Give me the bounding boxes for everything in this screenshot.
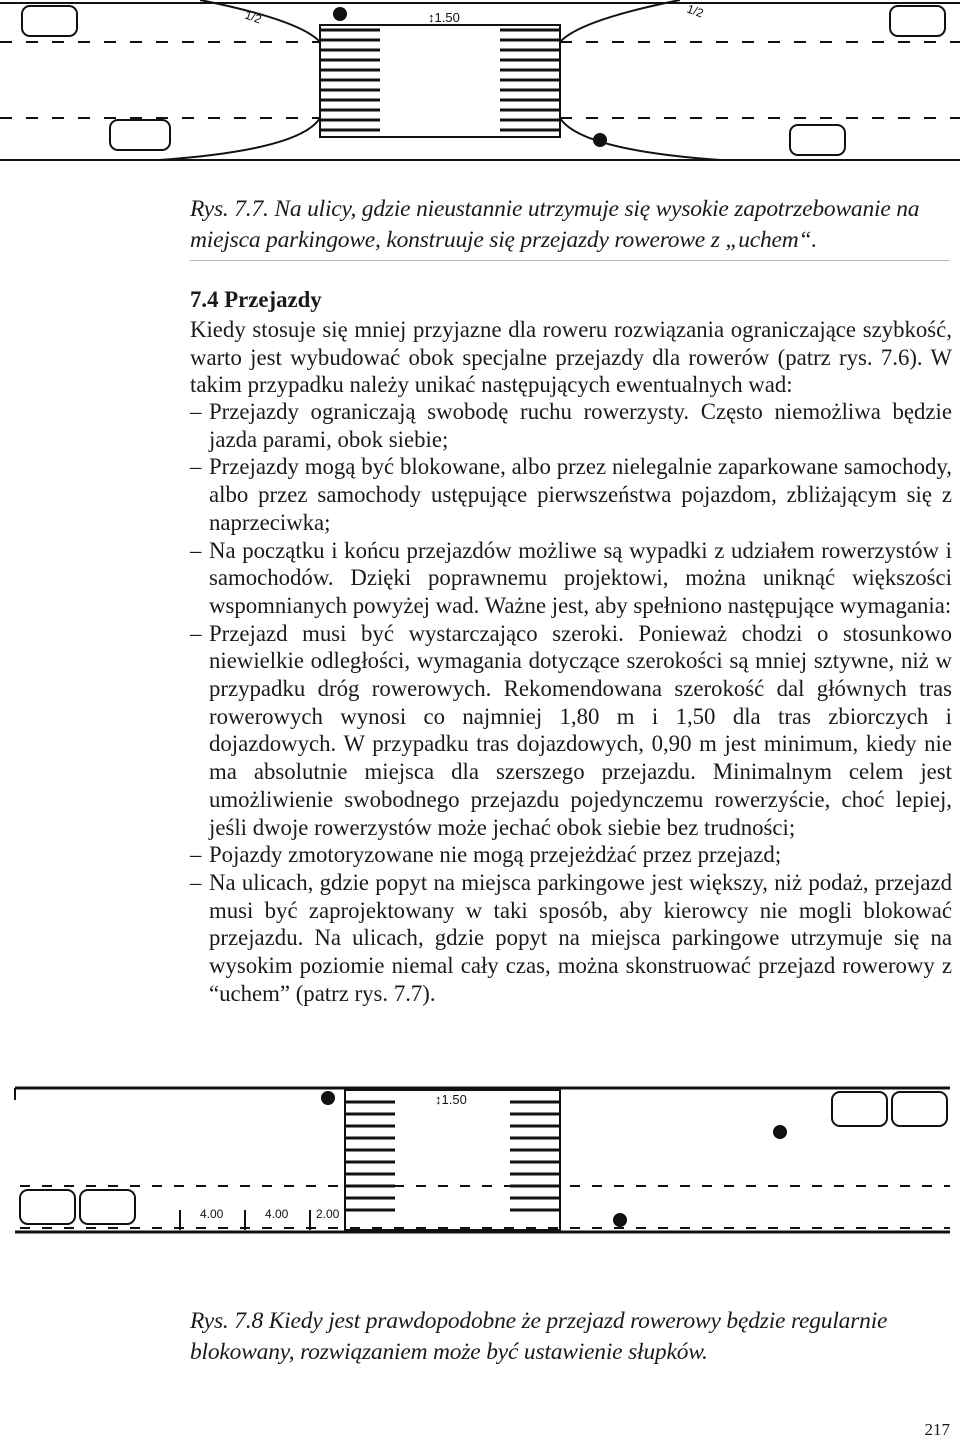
road-diagram-bollards — [0, 1080, 960, 1270]
dimension-label: ↕1.50 — [428, 10, 460, 25]
list-dash: – — [190, 869, 202, 895]
dimension-1: 4.00 — [200, 1207, 224, 1221]
list-dash: – — [190, 454, 202, 480]
list-dash: – — [190, 620, 202, 646]
list-item-text: Przejazd musi być wystarczająco szeroki. Ponieważ chodzi o stosunkowo niewielkie odległości, wymagania dotyczące szerokości są mniej sztywne, niż w przypadku dróg rowerowych. Rekomendowana szerokość dal głównych tras rowerowych wynosi co najmniej 1,80 m i 1,50 dla tras zbiorczych i dojazdowych. W przypadku tras dojazdowych, 0,90 m jest minimum, kiedy nie ma absolutnie miejsca dla szerszego przejazdu. Minimalnym celem jest umożliwienie swobodnego przejazdu pojedynczemu rowerzyście, choć lepiej, jeśli dwoje rowerzystów może jechać obok siebie bez trudności; — [209, 620, 952, 840]
figure-caption-7-8: Rys. 7.8 Kiedy jest prawdopodobne że przejazd rowerowy będzie regularnie blokowany, rozwiązaniem może być ustawienie słupków. — [190, 1308, 888, 1365]
section-heading: 7.4 Przejazdy — [190, 287, 322, 312]
list-item — [190, 841, 952, 869]
page-number: 217 — [924, 1420, 950, 1439]
intro-paragraph: Kiedy stosuje się mniej przyjazne dla roweru rozwiązania ograniczające szybkość, warto jest wybudować obok specjalne przejazdy dla rowerów (patrz rys. 7.6). W takim przypadku należy unikać następujących ewentualnych wad: — [190, 317, 952, 398]
road-diagram-uchem — [0, 0, 960, 175]
requirements-list — [190, 398, 952, 1007]
scale-label-right: 1/2 — [684, 1, 706, 21]
list-item — [190, 620, 952, 842]
list-dash: – — [190, 537, 202, 563]
list-item-text: Na ulicach, gdzie popyt na miejsca parkingowe jest większy, niż podaż, przejazd musi być zaprojektowany w taki sposób, aby kierowcy nie mogli blokować przejazdu. Na ulicach, gdzie popyt na miejsca parkingowe utrzymuje się na wysokim poziomie niemal cały czas, można skonstruować przejazd rowerowy z “uchem” (patrz rys. 7.7). — [209, 869, 952, 1006]
list-item — [190, 869, 952, 1008]
divider — [190, 260, 950, 261]
list-item-text: Przejazdy ograniczają swobodę ruchu rowerzysty. Często niemożliwa będzie jazda parami, obok siebie; — [209, 399, 952, 452]
dimension-label: ↕1.50 — [435, 1092, 467, 1107]
list-item-text: Pojazdy zmotoryzowane nie mogą przejeżdżać przez przejazd; — [209, 842, 782, 868]
dimension-2: 4.00 — [265, 1207, 289, 1221]
list-dash: – — [190, 399, 202, 424]
dimension-3: 2.00 — [316, 1207, 340, 1221]
list-item-text: Przejazdy mogą być blokowane, albo przez nielegalnie zaparkowane samochody, albo przez samochody ustępujące pierwszeństwa pojazdom, zbliżającym się z naprzeciwka; — [209, 454, 952, 535]
list-item — [190, 453, 952, 536]
scale-label-left: 1/2 — [242, 7, 264, 27]
list-item — [190, 537, 952, 620]
list-item-text: Na początku i końcu przejazdów możliwe są wypadki z udziałem rowerzystów i samochodów. Dzięki poprawnemu projektowi, można uniknąć większości wspomnianych powyżej wad. Ważne jest, aby spełniono następujące wymagania: — [209, 537, 952, 618]
list-item — [190, 398, 952, 453]
figure-caption-7-7: Rys. 7.7. Na ulicy, gdzie nieustannie utrzymuje się wysokie zapotrzebowanie na miejsca parkingowe, konstruuje się przejazdy rowerowe z „uchem“. — [190, 196, 920, 253]
list-dash: – — [190, 842, 202, 868]
